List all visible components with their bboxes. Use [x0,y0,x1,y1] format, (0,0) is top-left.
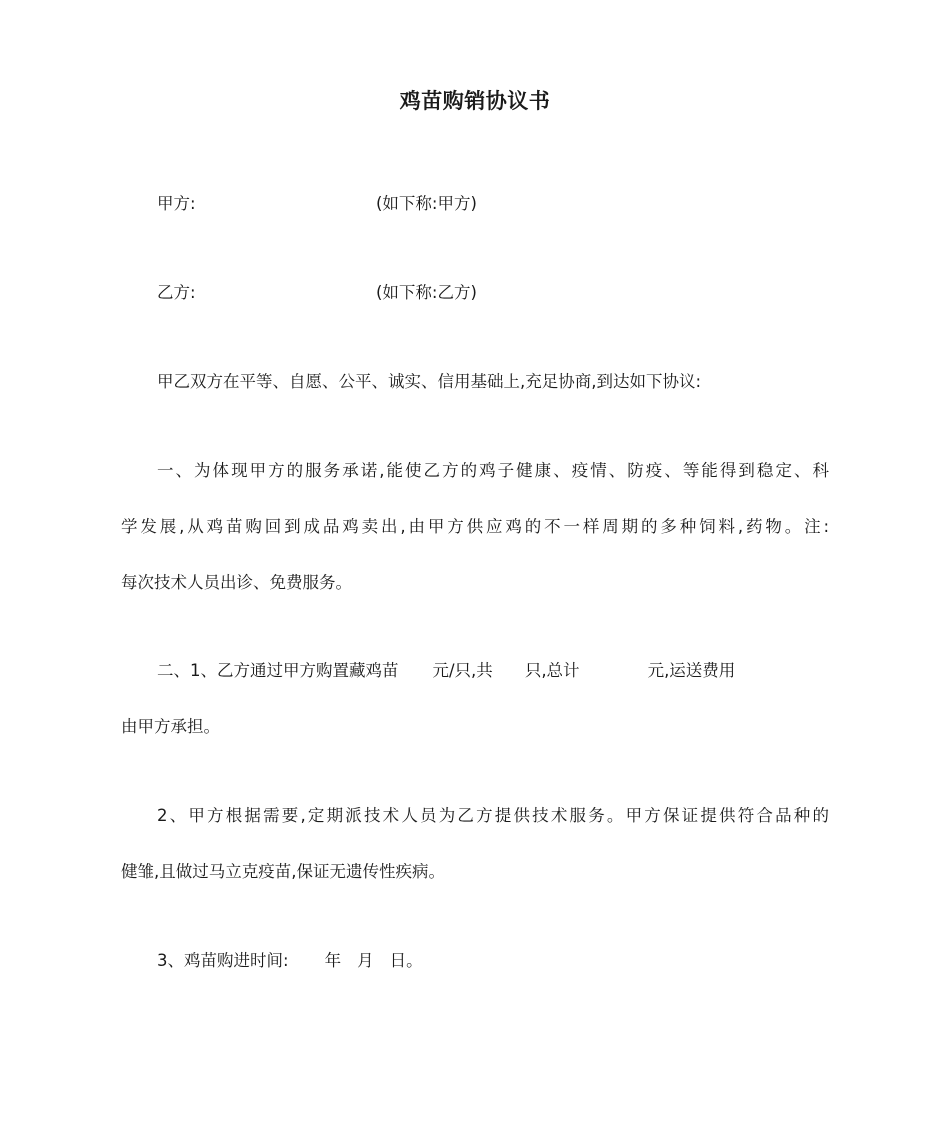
party-a-label: 甲方: [157,194,196,213]
clause-2-1-line-1 [157,659,829,683]
party-a-note: (如下称:甲方) [376,194,477,213]
clause-2-1-part-2: 元/只,共 [432,661,493,680]
clause-2-1-line-2: 由甲方承担。 [121,717,220,736]
clause-2-1-part-4: 元,运送费用 [647,661,736,680]
purchase-time-label: 3、鸡苗购进时间: [157,951,289,970]
clause-1-line-3: 每次技术人员出诊、免费服务。 [121,573,352,592]
purchase-day-unit: 日。 [389,951,423,970]
clause-2-2-line-1: 2、甲方根据需要,定期派技术人员为乙方提供技术服务。甲方保证提供符合品种的 [157,806,829,825]
clause-1-line-2: 学发展,从鸡苗购回到成品鸡卖出,由甲方供应鸡的不一样周期的多种饲料,药物。注: [121,517,829,536]
clause-2-3-line [157,949,423,973]
document-title: 鸡苗购销协议书 [399,89,551,113]
party-b-note: (如下称:乙方) [376,283,477,302]
party-b-label: 乙方: [157,283,196,302]
purchase-year-unit: 年 [324,951,342,970]
clause-2-1-part-3: 只,总计 [524,661,580,680]
clause-2-1-part-1: 二、1、乙方通过甲方购置藏鸡苗 [157,661,399,680]
clause-1-line-1: 一、为体现甲方的服务承诺,能使乙方的鸡子健康、疫情、防疫、等能得到稳定、科 [157,461,829,480]
intro-paragraph: 甲乙双方在平等、自愿、公平、诚实、信用基础上,充足协商,到达如下协议: [157,372,702,391]
purchase-month-unit: 月 [357,951,374,970]
clause-2-2-line-2: 健雏,且做过马立克疫苗,保证无遗传性疾病。 [121,862,445,881]
